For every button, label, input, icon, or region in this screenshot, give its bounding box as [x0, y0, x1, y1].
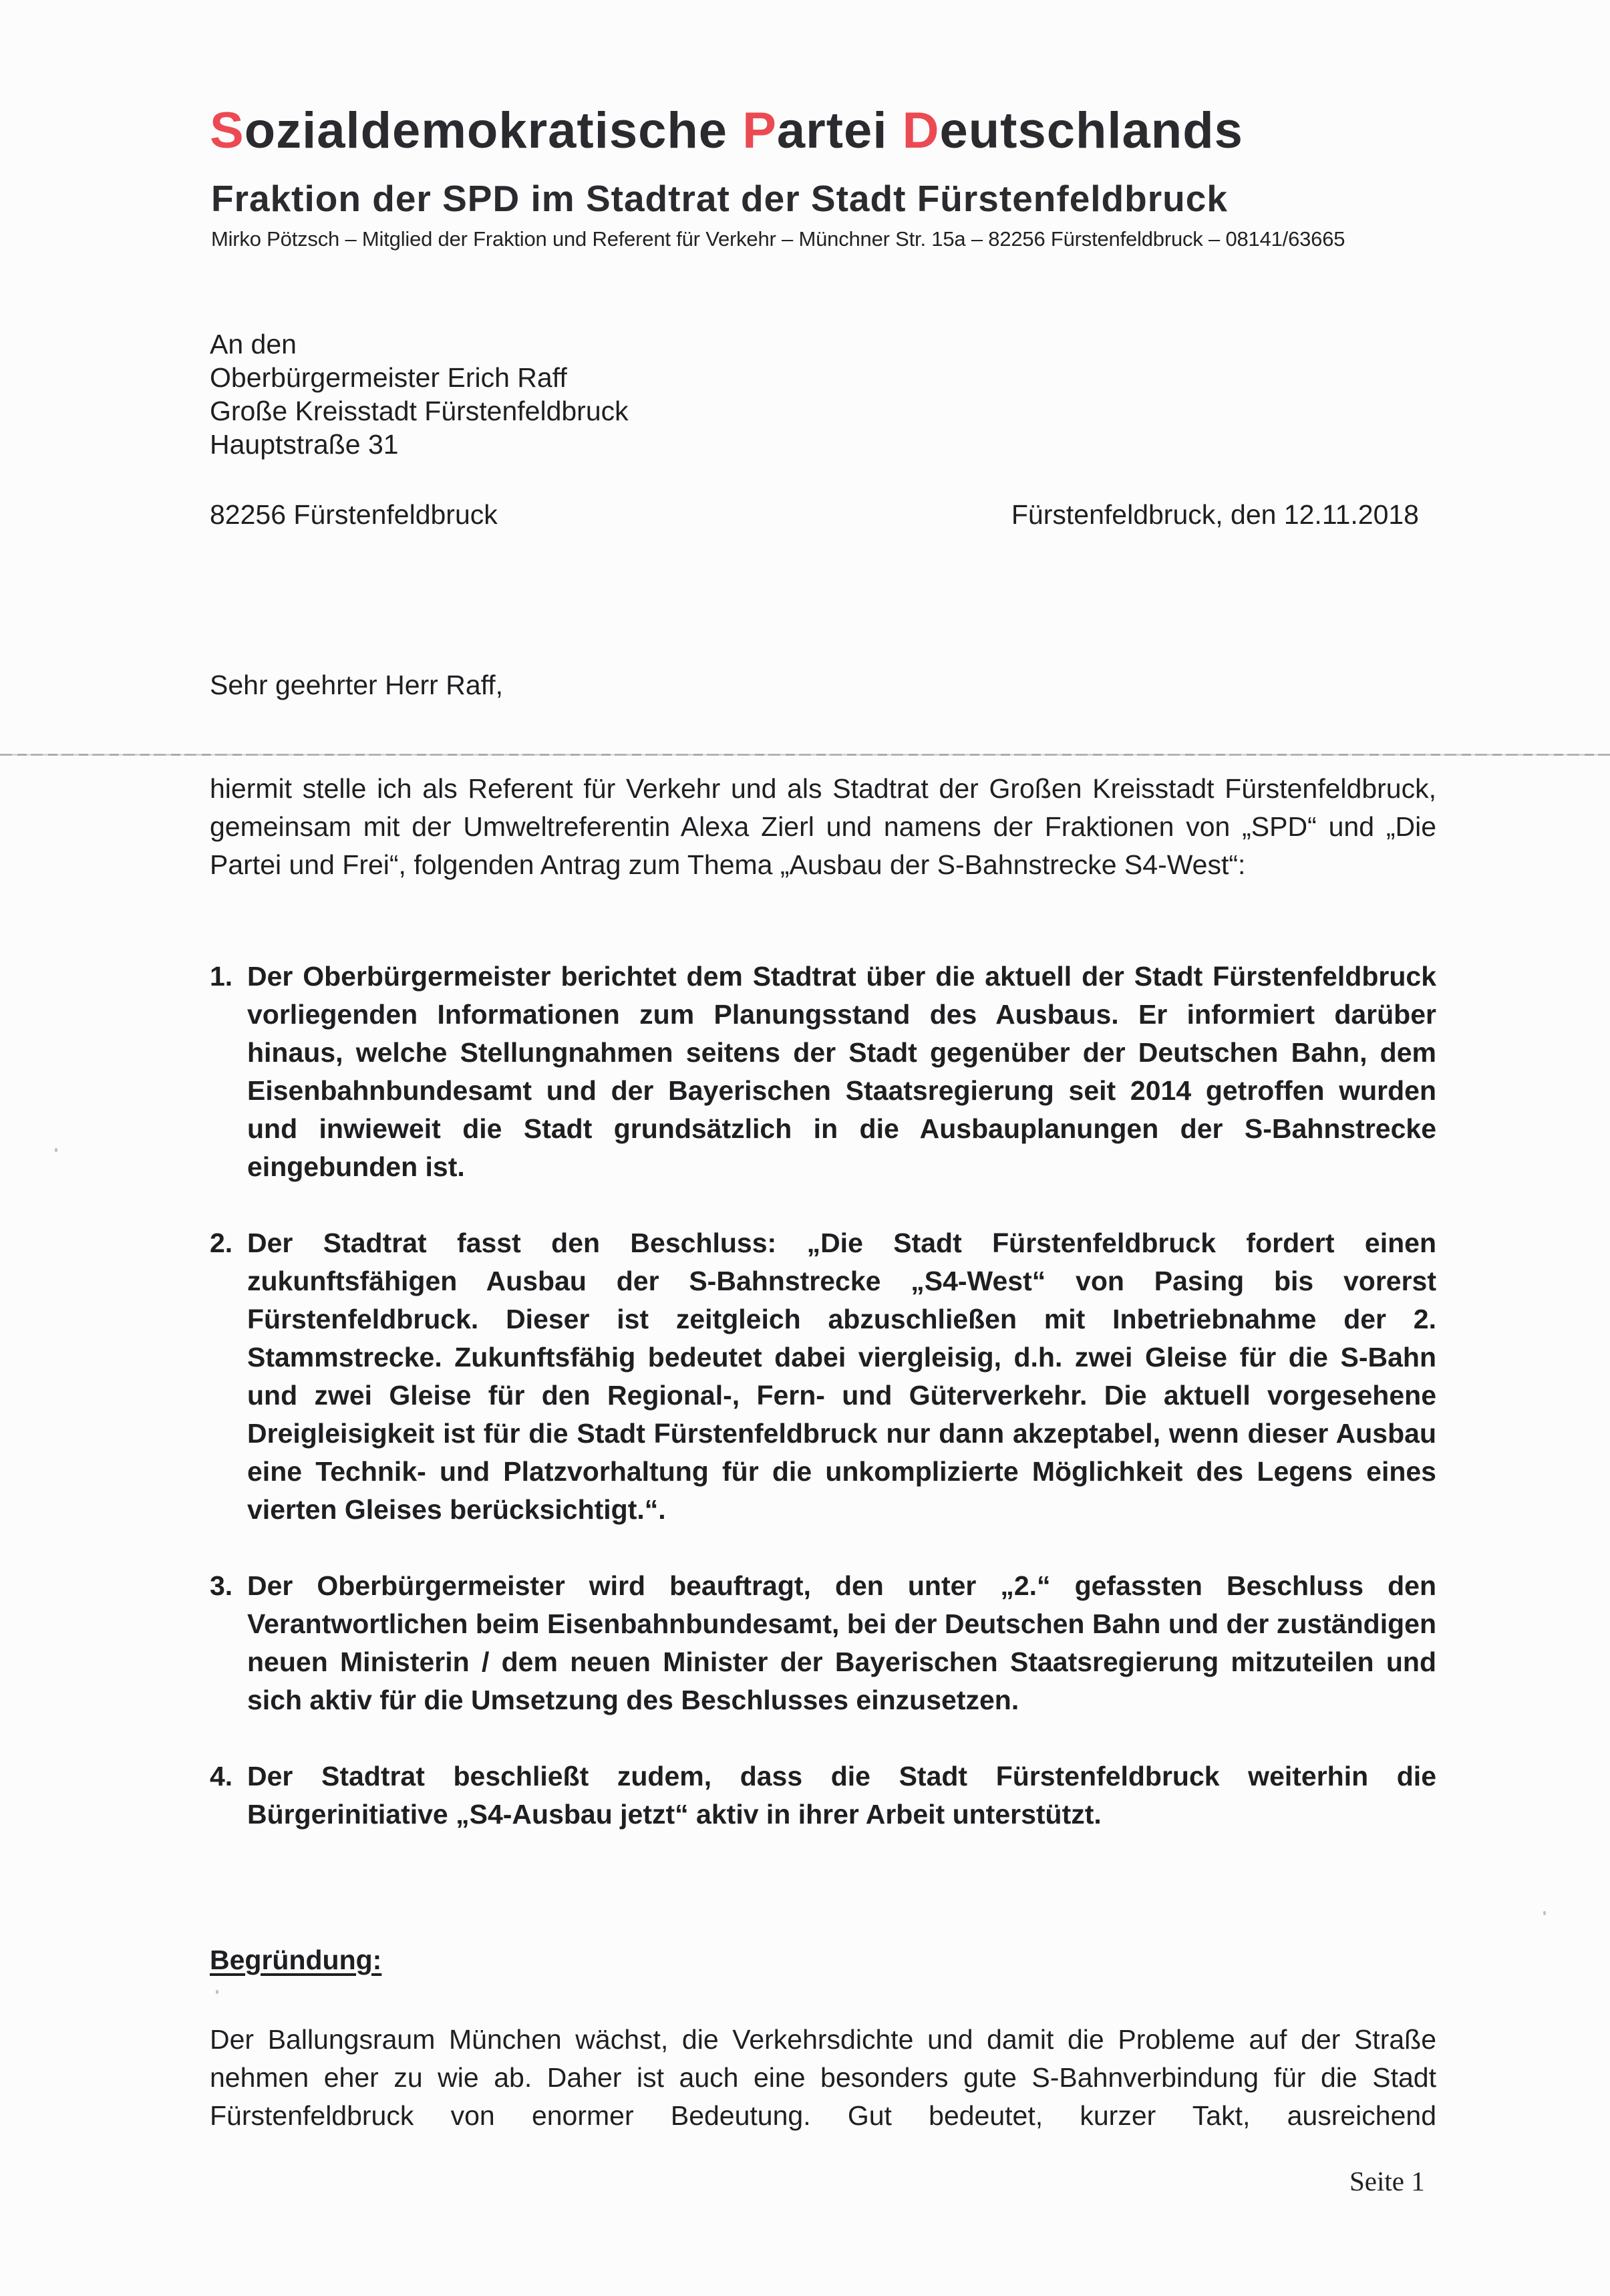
request-list [210, 958, 1436, 1834]
paper-fold-line [0, 754, 1610, 756]
recipient-line: Hauptstraße 31 [210, 429, 399, 460]
intro-paragraph: hiermit stelle ich als Referent für Verkehr und als Stadtrat der Großen Kreisstadt Fürstenfeldbruck, gemeinsam mit der Umweltreferentin Alexa Zierl und namens der Fraktionen von „SPD“ und „Die Partei und Frei“, folgenden Antrag zum Thema „Ausbau der S-Bahnstrecke S4-West“: [210, 773, 1436, 880]
faction-subtitle: Fraktion der SPD im Stadtrat der Stadt Fürstenfeldbruck [211, 178, 1228, 219]
page-number: Seite 1 [1349, 2166, 1425, 2196]
request-item [210, 1567, 1436, 1719]
sender-contact-line: Mirko Pötzsch – Mitglied der Fraktion und Referent für Verkehr – Münchner Str. 15a – 82256 Fürstenfeldbruck – 08141/63665 [211, 227, 1345, 251]
recipient-line: An den [210, 329, 297, 360]
title-initial-p: P [742, 102, 777, 159]
recipient-city: 82256 Fürstenfeldbruck [210, 499, 498, 530]
request-number: 4. [210, 1761, 233, 1791]
reasoning-heading: Begründung: [210, 1945, 382, 1975]
party-name-heading [210, 102, 1243, 160]
request-item [210, 958, 1436, 1186]
recipient-line: Oberbürgermeister Erich Raff [210, 362, 567, 393]
request-item [210, 1224, 1436, 1529]
title-rest-1: ozialdemokratische [244, 102, 743, 159]
request-text: Der Stadtrat beschließt zudem, dass die Stadt Fürstenfeldbruck weiterhin die Bürgerinitiative „S4-Ausbau jetzt“ aktiv in ihrer Arbeit unterstützt. [247, 1761, 1436, 1830]
request-text: Der Stadtrat fasst den Beschluss: „Die Stadt Fürstenfeldbruck fordert einen zukunftsfähigen Ausbau der S-Bahnstrecke „S4-West“ von Pasing bis vorerst Fürstenfeldbruck. Dieser ist zeitgleich abzuschließen mit Inbetriebnahme der 2. Stammstrecke. Zukunftsfähig bedeutet dabei viergleisig, d.h. zwei Gleise für die S-Bahn und zwei Gleise für den Regional-, Fern- und Güterverkehr. Die aktuell vorgesehene Dreigleisigkeit ist für die Stadt Fürstenfeldbruck nur dann akzeptabel, wenn dieser Ausbau eine Technik- und Platzvorhaltung für die unkomplizierte Möglichkeit des Legens eines vierten Gleises berücksichtigt.“. [247, 1228, 1436, 1525]
request-number: 2. [210, 1228, 233, 1258]
request-number: 1. [210, 961, 233, 992]
title-part-3 [903, 102, 1243, 159]
salutation: Sehr geehrter Herr Raff, [210, 670, 504, 700]
request-text: Der Oberbürgermeister berichtet dem Stadtrat über die aktuell der Stadt Fürstenfeldbruck vorliegenden Informationen zum Planungsstand des Ausbaus. Er informiert darüber hinaus, welche Stellungnahmen seitens der Stadt gegenüber der Deutschen Bahn, dem Eisenbahnbundesamt und der Bayerischen Staatsregierung seit 2014 getroffen wurden und inwieweit die Stadt grundsätzlich in die Ausbauplanungen der S-Bahnstrecke eingebunden ist. [247, 961, 1436, 1182]
title-rest-3: eutschlands [939, 102, 1243, 159]
scan-speck [55, 1148, 57, 1152]
request-text: Der Oberbürgermeister wird beauftragt, den unter „2.“ gefassten Beschluss den Verantwortlichen beim Eisenbahnbundesamt, bei der Deutschen Bahn und der zuständigen neuen Ministerin / dem neuen Minister der Bayerischen Staatsregierung mitzuteilen und sich aktiv für die Umsetzung des Beschlusses einzusetzen. [247, 1570, 1436, 1715]
request-item [210, 1757, 1436, 1834]
title-initial-d: D [902, 102, 940, 159]
title-part-1 [210, 102, 742, 159]
title-initial-s: S [210, 102, 245, 159]
title-rest-2: artei [776, 102, 903, 159]
recipient-address [210, 327, 629, 461]
letter-date: Fürstenfeldbruck, den 12.11.2018 [1011, 499, 1419, 530]
recipient-line: Große Kreisstadt Fürstenfeldbruck [210, 396, 629, 426]
title-part-2 [742, 102, 902, 159]
request-number: 3. [210, 1570, 233, 1601]
reasoning-paragraph: Der Ballungsraum München wächst, die Verkehrsdichte und damit die Probleme auf der Straße nehmen eher zu wie ab. Daher ist auch eine besonders gute S-Bahnverbindung für die Stadt Fürstenfeldbruck von enormer Bedeutung. Gut bedeutet, kurzer Takt, ausreichend [210, 2024, 1436, 2131]
scan-speck [1543, 1911, 1546, 1915]
scan-speck [216, 1990, 218, 1994]
